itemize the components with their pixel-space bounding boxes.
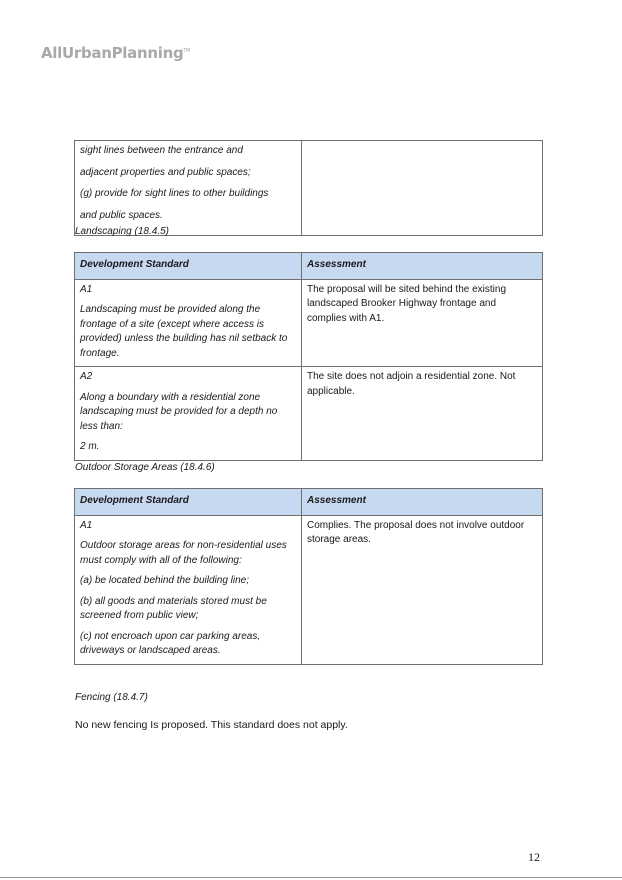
standard-text: (c) not encroach upon car parking areas, driveways or landscaped areas. <box>80 630 261 656</box>
landscaping-table <box>74 252 543 461</box>
column-header-standard: Development Standard <box>75 253 302 280</box>
standard-cell <box>75 367 302 461</box>
standard-code: A2 <box>80 371 93 382</box>
standard-line: and public spaces. <box>80 209 163 221</box>
column-header-assessment: Assessment <box>302 489 543 516</box>
logo-trademark: TM <box>183 48 191 54</box>
table-row <box>75 141 543 236</box>
standard-line: sight lines between the entrance and <box>80 145 243 156</box>
logo-text: AllUrbanPlanning <box>41 44 184 62</box>
continued-table <box>74 140 543 236</box>
column-header-standard: Development Standard <box>75 489 302 516</box>
section-heading-fencing: Fencing (18.4.7) <box>75 692 148 703</box>
assessment-cell: The proposal will be sited behind the existing landscaped Brooker Highway frontage and complies with A1. <box>302 279 543 367</box>
table-row <box>75 279 543 367</box>
table-header-row <box>75 253 543 280</box>
standard-text: 2 m. <box>80 441 100 452</box>
standard-line: (g) provide for sight lines to other buildings <box>80 188 269 199</box>
table-row <box>75 515 543 664</box>
section-heading-outdoor-storage: Outdoor Storage Areas (18.4.6) <box>75 462 215 473</box>
page-number: 12 <box>528 850 540 864</box>
table-header-row <box>75 489 543 516</box>
fencing-text: No new fencing Is proposed. This standard does not apply. <box>75 719 348 731</box>
page-bottom-rule <box>0 877 622 878</box>
assessment-cell <box>302 141 543 236</box>
standard-text: Along a boundary with a residential zone landscaping must be provided for a depth no less than: <box>80 391 278 432</box>
assessment-cell: The site does not adjoin a residential zone. Not applicable. <box>302 367 543 461</box>
outdoor-storage-table <box>74 488 543 665</box>
section-heading-landscaping: Landscaping (18.4.5) <box>75 226 169 237</box>
assessment-cell: Complies. The proposal does not involve outdoor storage areas. <box>302 515 543 664</box>
standard-text: (b) all goods and materials stored must be screened from public view; <box>80 595 267 621</box>
standard-text: Landscaping must be provided along the frontage of a site (except where access is provided) unless the building has nil setback to frontage. <box>80 304 288 359</box>
logo <box>41 44 190 62</box>
column-header-assessment: Assessment <box>302 253 543 280</box>
standard-code: A1 <box>80 283 93 295</box>
standard-code: A1 <box>80 519 93 531</box>
standard-cell <box>75 141 302 236</box>
standard-line: adjacent properties and public spaces; <box>80 166 251 178</box>
standard-cell <box>75 279 302 367</box>
standard-cell <box>75 515 302 664</box>
standard-text: Outdoor storage areas for non-residential uses must comply with all of the following: <box>80 540 287 566</box>
standard-text: (a) be located behind the building line; <box>80 575 250 586</box>
table-row <box>75 367 543 461</box>
